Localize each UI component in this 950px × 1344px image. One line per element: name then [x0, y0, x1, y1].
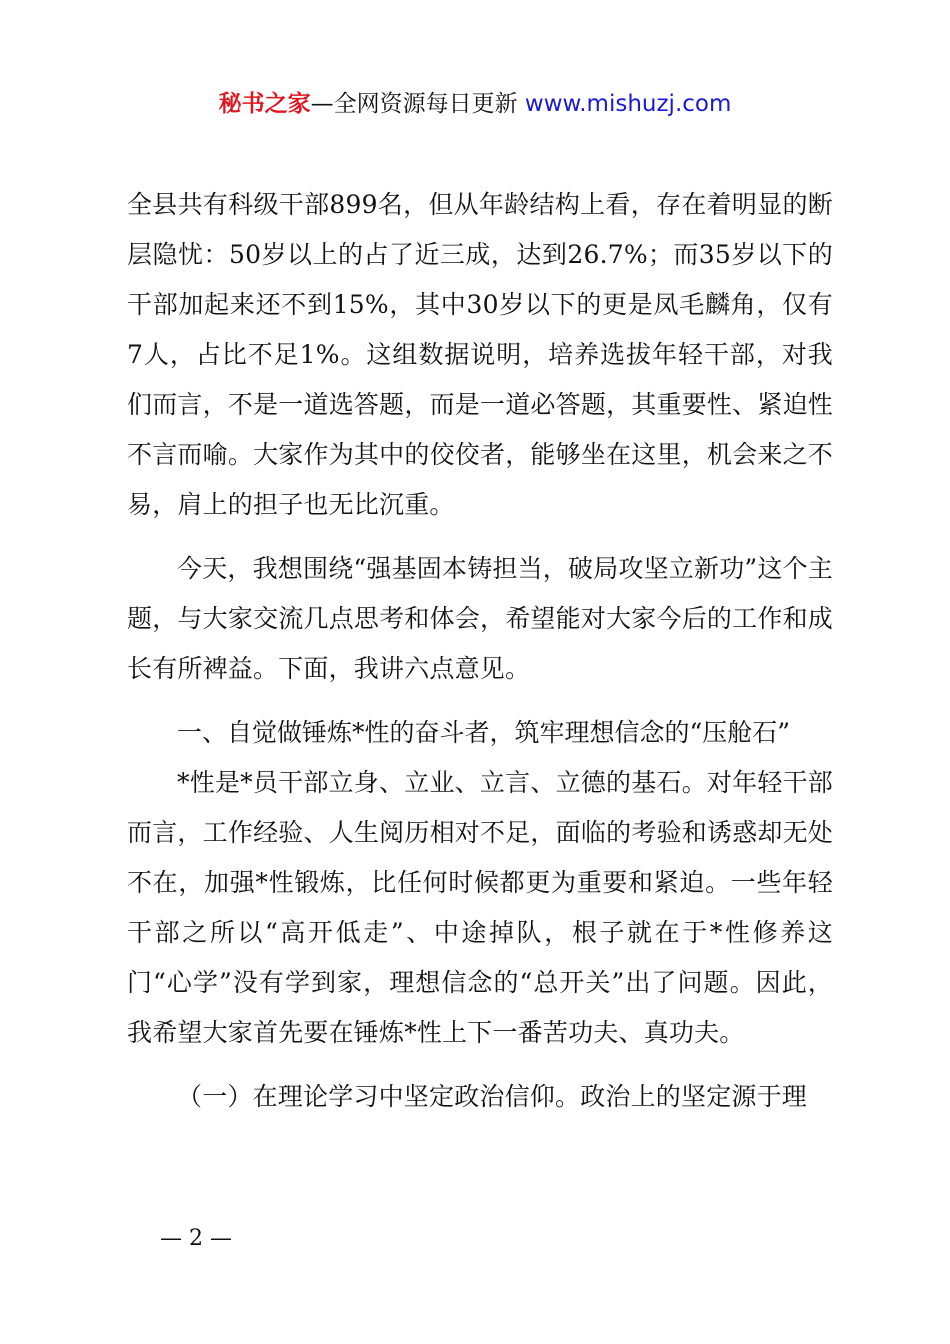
section-heading: 一、自觉做锤炼*性的奋斗者，筑牢理想信念的“压舱石”	[177, 718, 791, 747]
document-body	[127, 180, 833, 1122]
page-header	[0, 86, 950, 122]
paragraph-2: 今天，我想围绕“强基固本铸担当，破局攻坚立新功”这个主题，与大家交流几点思考和体会，希望能对大家今后的工作和成长有所裨益。下面，我讲六点意见。	[127, 554, 833, 683]
paragraph-1: 全县共有科级干部899名，但从年龄结构上看，存在着明显的断层隐忧：50岁以上的占了近三成，达到26.7%；而35岁以下的干部加起来还不到15%，其中30岁以下的更是凤毛麟角，仅有7人，占比不足1%。这组数据说明，培养选拔年轻干部，对我们而言，不是一道选答题，而是一道必答题，其重要性、紧迫性不言而喻。大家作为其中的佼佼者，能够坐在这里，机会来之不易，肩上的担子也无比沉重。	[127, 190, 833, 519]
section-paragraph-2: （一）在理论学习中坚定政治信仰。政治上的坚定源于理	[177, 1082, 808, 1111]
header-url-link[interactable]: www.mishuzj.com	[524, 91, 732, 117]
header-brand: 秘书之家	[218, 91, 311, 117]
header-tagline: —全网资源每日更新	[310, 91, 525, 117]
page-number: — 2 —	[160, 1226, 232, 1251]
section-paragraph-1: *性是*员干部立身、立业、立言、立德的基石。对年轻干部而言，工作经验、人生阅历相对不足，面临的考验和诱惑却无处不在，加强*性锻炼，比任何时候都更为重要和紧迫。一些年轻干部之所以“高开低走”、中途掉队，根子就在于*性修养这门“心学”没有学到家，理想信念的“总开关”出了问题。因此，我希望大家首先要在锤炼*性上下一番苦功夫、真功夫。	[127, 768, 833, 1047]
